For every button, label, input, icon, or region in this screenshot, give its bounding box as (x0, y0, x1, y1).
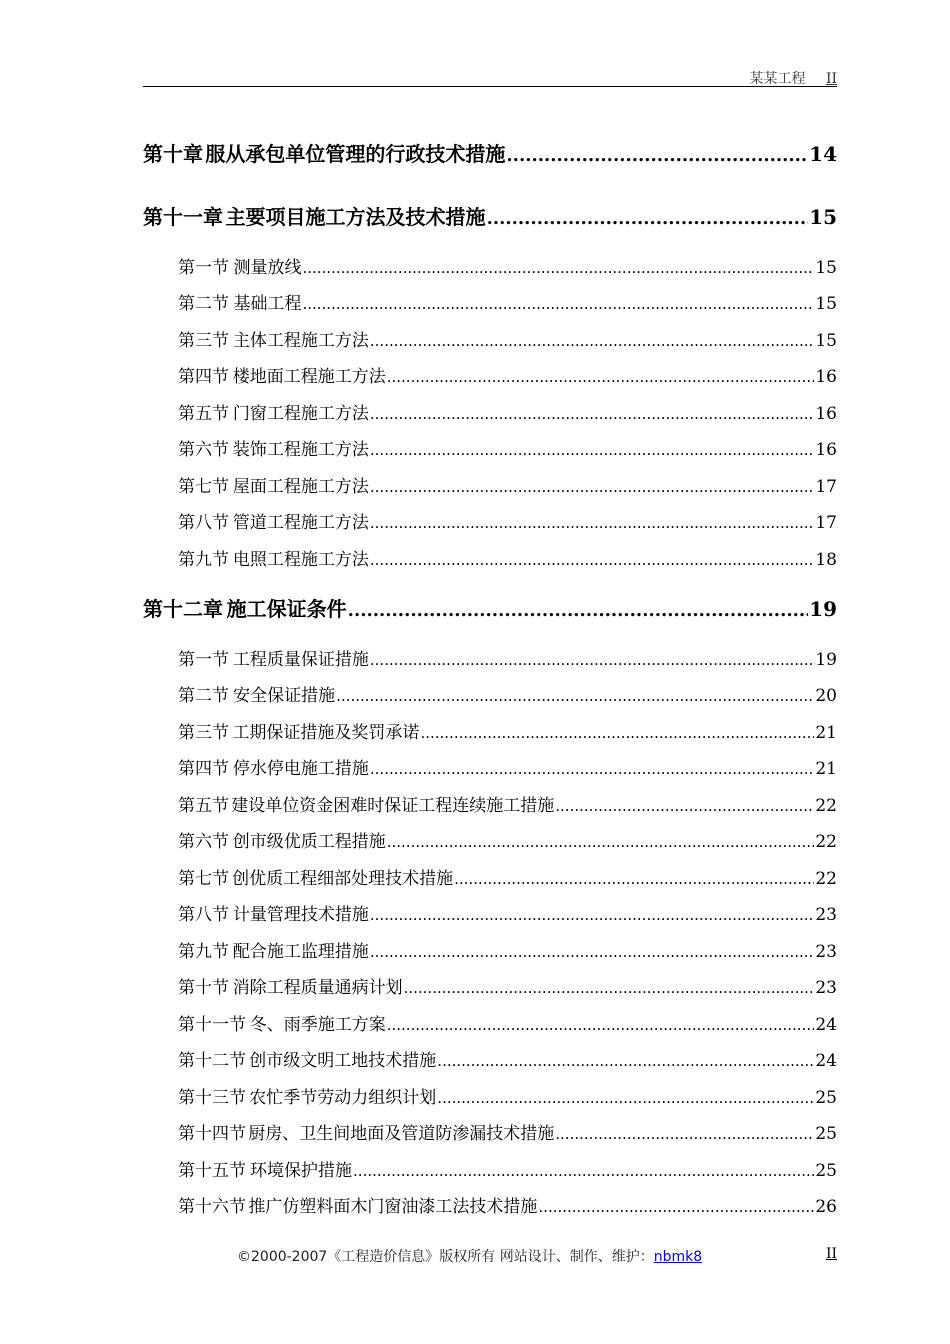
toc-section[interactable] (178, 864, 837, 889)
toc-section[interactable] (178, 973, 837, 998)
leader-dots (437, 1052, 814, 1070)
section-page-number: 24 (815, 1051, 837, 1071)
section-title: 屋面工程施工方法 (232, 477, 369, 497)
toc-section[interactable] (178, 718, 837, 743)
section-title: 创优质工程细部处理技术措施 (232, 869, 454, 889)
section-title: 装饰工程施工方法 (232, 440, 369, 460)
leader-dots (555, 797, 814, 815)
header-right (749, 68, 837, 88)
section-number: 第十四节 (178, 1124, 246, 1144)
section-title: 推广仿塑料面木门窗油漆工法技术措施 (248, 1197, 538, 1217)
section-title: 安全保证措施 (233, 686, 336, 706)
section-page-number: 25 (815, 1088, 837, 1108)
section-number: 第十五节 (178, 1161, 246, 1181)
toc-section[interactable] (178, 754, 837, 779)
section-title: 厨房、卫生间地面及管道防渗漏技术措施 (248, 1124, 555, 1144)
toc-section[interactable] (178, 1192, 837, 1217)
leader-dots (348, 600, 808, 621)
section-page-number: 22 (815, 796, 837, 816)
section-title: 建设单位资金困难时保证工程连续施工措施 (231, 796, 555, 816)
section-page-number: 21 (815, 723, 837, 743)
chapter-title: 主要项目施工方法及技术措施 (225, 205, 486, 229)
section-number: 第六节 (178, 832, 229, 852)
chapter-number: 第十章 (143, 142, 203, 166)
leader-dots (370, 943, 814, 961)
section-number: 第十二节 (178, 1051, 246, 1071)
leader-dots (555, 1125, 814, 1143)
header-page-number: II (825, 71, 837, 87)
section-title: 计量管理技术措施 (232, 905, 369, 925)
section-number: 第八节 (178, 905, 229, 925)
section-number: 第四节 (178, 367, 229, 387)
leader-dots (370, 651, 814, 669)
leader-dots (487, 208, 809, 229)
section-page-number: 16 (815, 440, 837, 460)
section-page-number: 23 (815, 978, 837, 998)
section-number: 第十六节 (178, 1197, 246, 1217)
leader-dots (353, 1162, 814, 1180)
section-title: 配合施工监理措施 (232, 942, 369, 962)
leader-dots (506, 145, 808, 166)
leader-dots (370, 760, 814, 778)
section-number: 第六节 (178, 440, 229, 460)
leader-dots (302, 259, 814, 277)
footer-page-number: II (825, 1246, 837, 1262)
toc-section[interactable] (178, 399, 837, 424)
section-number: 第一节 (178, 258, 229, 278)
section-number: 第三节 (178, 331, 229, 351)
section-page-number: 25 (815, 1124, 837, 1144)
toc-section[interactable] (178, 827, 837, 852)
section-number: 第五节 (178, 404, 229, 424)
section-page-number: 17 (815, 513, 837, 533)
toc-section[interactable] (178, 900, 837, 925)
toc-section[interactable] (178, 435, 837, 460)
section-title: 管道工程施工方法 (232, 513, 369, 533)
section-title: 门窗工程施工方法 (232, 404, 369, 424)
chapter-page-number: 14 (809, 142, 837, 166)
leader-dots (370, 478, 814, 496)
page-header (143, 66, 837, 87)
section-page-number: 25 (815, 1161, 837, 1181)
section-page-number: 15 (815, 258, 837, 278)
section-number: 第九节 (178, 942, 229, 962)
section-title: 创市级文明工地技术措施 (249, 1051, 437, 1071)
leader-dots (370, 551, 814, 569)
page-footer (143, 1246, 837, 1268)
section-title: 主体工程施工方法 (232, 331, 369, 351)
leader-dots (387, 833, 815, 851)
section-page-number: 22 (815, 869, 837, 889)
toc-section[interactable] (178, 472, 837, 497)
leader-dots (404, 979, 815, 997)
section-page-number: 17 (815, 477, 837, 497)
chapter-page-number: 15 (809, 205, 837, 229)
toc-section[interactable] (178, 1156, 837, 1181)
toc-section[interactable] (178, 253, 837, 278)
toc-section[interactable] (178, 937, 837, 962)
leader-dots (302, 295, 814, 313)
section-page-number: 15 (815, 331, 837, 351)
leader-dots (387, 368, 815, 386)
section-page-number: 23 (815, 942, 837, 962)
section-number: 第九节 (178, 550, 229, 570)
section-title: 创市级优质工程措施 (232, 832, 386, 852)
leader-dots (387, 1016, 815, 1034)
leader-dots (454, 870, 814, 888)
section-number: 第三节 (178, 723, 229, 743)
section-title: 停水停电施工措施 (232, 759, 369, 779)
section-page-number: 19 (815, 650, 837, 670)
section-number: 第八节 (178, 513, 229, 533)
section-number: 第五节 (178, 796, 229, 816)
section-number: 第七节 (178, 477, 229, 497)
section-number: 第二节 (178, 686, 229, 706)
section-title: 消除工程质量通病计划 (232, 978, 403, 998)
chapter-number: 第十二章 (143, 597, 223, 621)
section-title: 冬、雨季施工方案 (249, 1015, 386, 1035)
section-page-number: 16 (815, 367, 837, 387)
toc-section[interactable] (178, 791, 837, 816)
toc-section[interactable] (178, 362, 837, 387)
section-title: 工期保证措施及奖罚承诺 (232, 723, 420, 743)
section-number: 第四节 (178, 759, 229, 779)
leader-dots (370, 906, 814, 924)
section-page-number: 16 (815, 404, 837, 424)
section-title: 环境保护措施 (250, 1161, 353, 1181)
section-page-number: 21 (815, 759, 837, 779)
toc-section[interactable] (178, 1010, 837, 1035)
chapter-page-number: 19 (809, 597, 837, 621)
chapter-number: 第十一章 (143, 205, 223, 229)
toc-section[interactable] (178, 545, 837, 570)
section-page-number: 18 (815, 550, 837, 570)
toc-chapter-11[interactable] (143, 201, 837, 230)
toc-section[interactable] (178, 508, 837, 533)
footer-copyright: ©2000-2007《工程造价信息》版权所有 网站设计、制作、维护： (237, 1249, 654, 1265)
header-title: 某某工程 (749, 71, 806, 87)
section-title: 电照工程施工方法 (232, 550, 369, 570)
leader-dots (370, 441, 814, 459)
section-number: 第七节 (178, 869, 229, 889)
toc-section[interactable] (178, 1083, 837, 1108)
section-title: 工程质量保证措施 (232, 650, 369, 670)
footer-link[interactable]: nbmk8 (653, 1249, 703, 1265)
leader-dots (336, 687, 814, 705)
section-number: 第十节 (178, 978, 229, 998)
toc-section[interactable] (178, 1119, 837, 1144)
section-title: 基础工程 (233, 294, 302, 314)
section-page-number: 23 (815, 905, 837, 925)
leader-dots (370, 332, 814, 350)
section-number: 第十三节 (178, 1088, 246, 1108)
toc-chapter-12[interactable] (143, 593, 837, 622)
leader-dots (370, 405, 814, 423)
section-number: 第十一节 (178, 1015, 246, 1035)
chapter-title: 施工保证条件 (226, 597, 347, 621)
section-number: 第一节 (178, 650, 229, 670)
section-page-number: 20 (815, 686, 837, 706)
leader-dots (538, 1198, 814, 1216)
leader-dots (437, 1089, 814, 1107)
chapter-title: 服从承包单位管理的行政技术措施 (205, 142, 506, 166)
toc-section[interactable] (178, 645, 837, 670)
toc-chapter-10[interactable] (143, 138, 837, 167)
section-page-number: 15 (815, 294, 837, 314)
section-page-number: 26 (815, 1197, 837, 1217)
leader-dots (420, 724, 814, 742)
section-title: 农忙季节劳动力组织计划 (249, 1088, 437, 1108)
section-title: 楼地面工程施工方法 (232, 367, 386, 387)
leader-dots (370, 514, 814, 532)
toc-section[interactable] (178, 326, 837, 351)
toc-section[interactable] (178, 681, 837, 706)
footer-copyright-line (237, 1246, 702, 1266)
toc-section[interactable] (178, 289, 837, 314)
section-page-number: 24 (815, 1015, 837, 1035)
toc-section[interactable] (178, 1046, 837, 1071)
section-number: 第二节 (178, 294, 229, 314)
section-title: 测量放线 (233, 258, 302, 278)
section-page-number: 22 (815, 832, 837, 852)
